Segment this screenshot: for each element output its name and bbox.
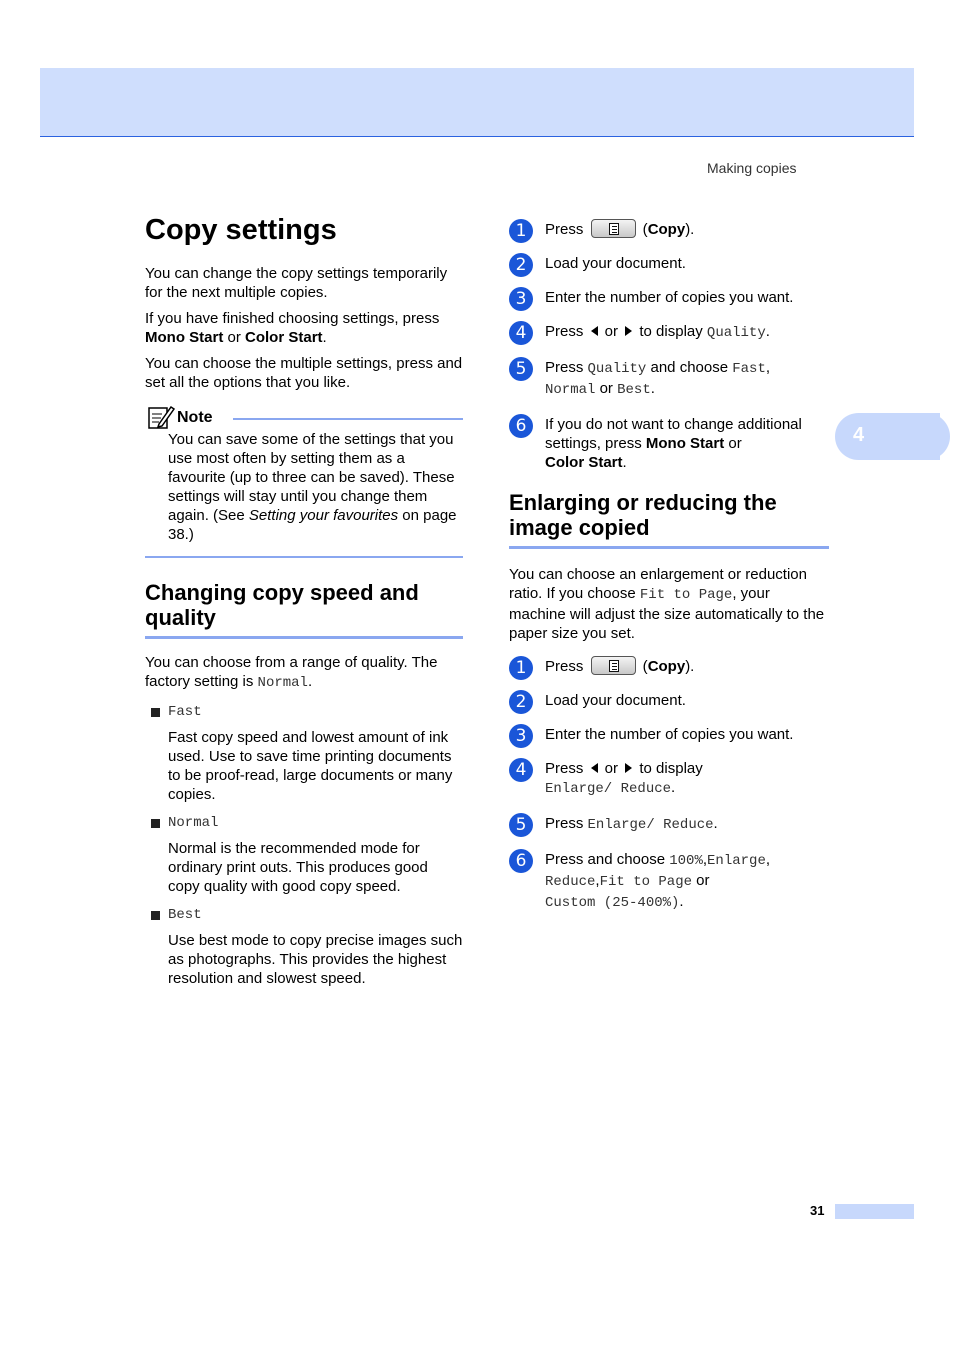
step-5: 5 Press Enlarge/ Reduce.	[509, 814, 829, 835]
note-cross-reference: Setting your favourites	[248, 507, 399, 524]
step-1: 1 Press (Copy).	[509, 220, 829, 239]
note-pencil-icon	[147, 404, 175, 430]
section-intro: You can choose from a range of quality. The factory setting is Normal.	[145, 654, 438, 691]
option-fast	[151, 703, 463, 722]
mono-start-key: Mono Start	[145, 329, 224, 346]
step-number: 1	[509, 656, 533, 680]
step-number: 6	[509, 414, 533, 438]
option-name: Fast	[168, 704, 202, 720]
intro-paragraph-3: You can choose the multiple settings, press and set all the options that you like.	[145, 355, 463, 391]
step-3: 3 Enter the number of copies you want.	[509, 725, 829, 744]
note-rule	[233, 418, 463, 420]
running-head: Making copies	[707, 160, 797, 176]
copy-button-icon	[591, 656, 636, 675]
intro-paragraph-1: You can change the copy settings temporarily for the next multiple copies.	[145, 265, 448, 301]
square-bullet-icon	[151, 911, 160, 920]
option-name: Best	[168, 907, 202, 923]
enlarge-intro: You can choose an enlargement or reduction ratio. If you choose Fit to Page, your machine will adjust the size automatically to the paper size you set.	[509, 566, 825, 642]
step-3: 3 Enter the number of copies you want.	[509, 288, 829, 307]
step-4: 4 Press or to display Enlarge/ Reduce.	[509, 759, 829, 799]
step-2: 2 Load your document.	[509, 254, 829, 273]
page-number: 31	[810, 1203, 825, 1218]
section-heading-enlarge-reduce: Enlarging or reducing the image copied	[509, 490, 829, 549]
step-number: 2	[509, 690, 533, 714]
right-arrow-icon	[625, 326, 632, 336]
step-2: 2 Load your document.	[509, 691, 829, 710]
left-column	[145, 212, 463, 988]
option-best	[151, 906, 463, 925]
square-bullet-icon	[151, 819, 160, 828]
header-band	[40, 68, 914, 137]
option-name: Normal	[168, 815, 219, 831]
step-5: 5 Press Quality and choose Fast, Normal or Best.	[509, 358, 829, 400]
step-4: 4 Press or to display Quality.	[509, 322, 829, 343]
step-number: 5	[509, 813, 533, 837]
section-heading-speed-quality: Changing copy speed and quality	[145, 580, 463, 639]
step-number: 5	[509, 357, 533, 381]
page-number-bar	[835, 1204, 914, 1219]
intro-paragraph-2: If you have finished choosing settings, press Mono Start or Color Start.	[145, 310, 440, 346]
right-arrow-icon	[625, 763, 632, 773]
square-bullet-icon	[151, 708, 160, 717]
chapter-number: 4	[853, 424, 865, 446]
left-arrow-icon	[591, 763, 598, 773]
copy-button-icon	[591, 219, 636, 238]
step-number: 4	[509, 321, 533, 345]
step-6: 6 Press and choose 100%,Enlarge, Reduce,Fit to Page or Custom (25-400%).	[509, 850, 829, 913]
step-number: 3	[509, 724, 533, 748]
step-number: 4	[509, 758, 533, 782]
option-desc: Normal is the recommended mode for ordinary print outs. This produces good copy quality with good copy speed.	[168, 840, 428, 895]
step-1: 1 Press (Copy).	[509, 657, 829, 676]
option-desc: Use best mode to copy precise images such as photographs. This provides the highest resolution and slowest speed.	[168, 932, 463, 987]
color-start-key: Color Start	[245, 329, 323, 346]
note-box	[145, 404, 463, 558]
chapter-tab	[835, 413, 940, 460]
note-header	[145, 404, 463, 430]
option-normal	[151, 814, 463, 833]
right-column	[509, 220, 829, 928]
step-number: 2	[509, 253, 533, 277]
option-desc: Fast copy speed and lowest amount of ink used. Use to save time printing documents to be proof-read, large documents or many copies.	[168, 729, 453, 803]
step-number: 1	[509, 219, 533, 243]
note-label: Note	[177, 408, 213, 426]
left-arrow-icon	[591, 326, 598, 336]
step-number: 3	[509, 287, 533, 311]
page-title: Copy settings	[145, 214, 337, 246]
step-6: 6 If you do not want to change additional settings, press Mono Start or Color Start.	[509, 415, 829, 472]
note-text: You can save some of the settings that you use most often by setting them as a favourite (up to three can be saved). These settings will stay until you change them again. (See Setting your favourites on page 38.)	[168, 431, 457, 543]
step-number: 6	[509, 849, 533, 873]
